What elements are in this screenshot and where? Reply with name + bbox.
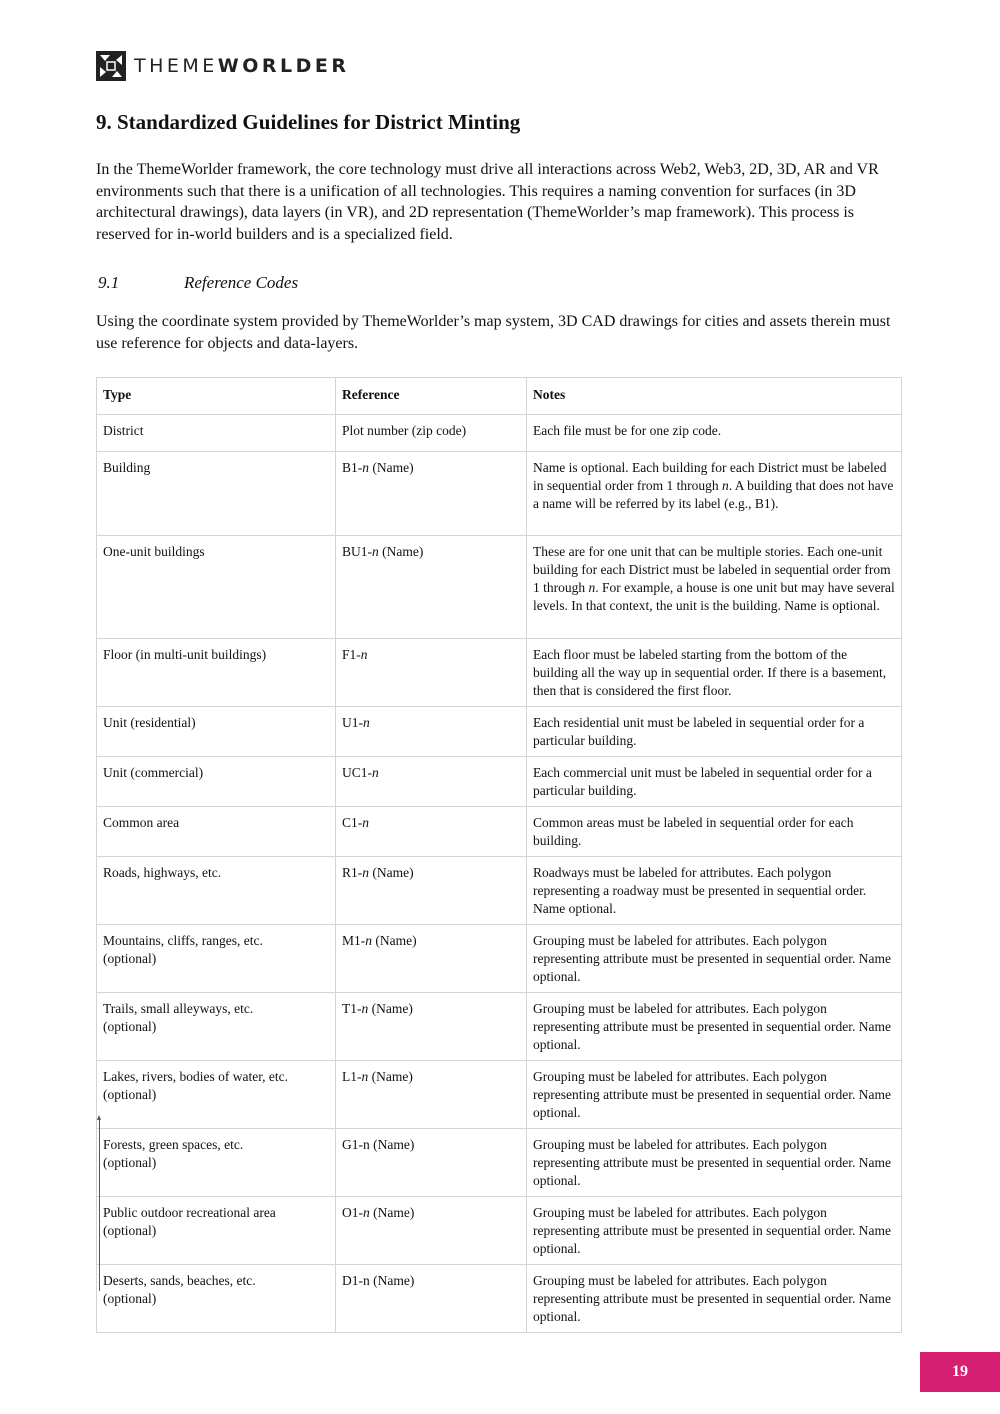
row-reference: L1-n (Name) bbox=[336, 1061, 527, 1129]
row-notes: Grouping must be labeled for attributes. Each polygon representing attribute must be presented in sequential order. Name optional. bbox=[527, 1061, 902, 1129]
page-number-badge: 19 bbox=[920, 1352, 1000, 1392]
row-notes: Roadways must be labeled for attributes. Each polygon representing a roadway must be presented in sequential order. Name optional. bbox=[527, 857, 902, 925]
row-reference: UC1-n bbox=[336, 757, 527, 807]
row-notes: Grouping must be labeled for attributes. Each polygon representing attribute must be presented in sequential order. Name optional. bbox=[527, 1265, 902, 1333]
row-type: Mountains, cliffs, ranges, etc. (optional) bbox=[97, 925, 336, 993]
row-reference: B1-n (Name) bbox=[336, 452, 527, 536]
brand-wordmark-light: THEME bbox=[134, 55, 218, 77]
table-header-row bbox=[97, 378, 902, 415]
table-row bbox=[97, 993, 902, 1061]
row-notes: Name is optional. Each building for each District must be labeled in sequential order from 1 through n. A building that does not have a name will be referred by its label (e.g., B1). bbox=[527, 452, 902, 536]
brand-wordmark bbox=[134, 55, 350, 77]
header-type: Type bbox=[97, 378, 336, 415]
row-notes: Each residential unit must be labeled in sequential order for a particular building. bbox=[527, 707, 902, 757]
row-notes: Each file must be for one zip code. bbox=[527, 415, 902, 452]
row-type: Common area bbox=[97, 807, 336, 857]
row-reference: T1-n (Name) bbox=[336, 993, 527, 1061]
row-reference: C1-n bbox=[336, 807, 527, 857]
row-type: One-unit buildings bbox=[97, 536, 336, 639]
row-type: District bbox=[97, 415, 336, 452]
table-row bbox=[97, 925, 902, 993]
table-row bbox=[97, 1061, 902, 1129]
table-row bbox=[97, 1129, 902, 1197]
row-notes: Grouping must be labeled for attributes. Each polygon representing attribute must be presented in sequential order. Name optional. bbox=[527, 1129, 902, 1197]
row-type: Forests, green spaces, etc. (optional) bbox=[97, 1129, 336, 1197]
row-type: Building bbox=[97, 452, 336, 536]
row-type: Public outdoor recreational area (optional) bbox=[97, 1197, 336, 1265]
row-reference: M1-n (Name) bbox=[336, 925, 527, 993]
row-reference: BU1-n (Name) bbox=[336, 536, 527, 639]
row-notes: Each floor must be labeled starting from the bottom of the building all the way up in sequential order. If there is a basement, then that is considered the first floor. bbox=[527, 639, 902, 707]
header-reference: Reference bbox=[336, 378, 527, 415]
subsection-heading bbox=[98, 273, 298, 293]
row-type: Unit (commercial) bbox=[97, 757, 336, 807]
table-row bbox=[97, 415, 902, 452]
table-row bbox=[97, 1197, 902, 1265]
row-notes: Grouping must be labeled for attributes. Each polygon representing attribute must be presented in sequential order. Name optional. bbox=[527, 993, 902, 1061]
row-type: Deserts, sands, beaches, etc. (optional) bbox=[97, 1265, 336, 1333]
row-type: Unit (residential) bbox=[97, 707, 336, 757]
row-type: Trails, small alleyways, etc. (optional) bbox=[97, 993, 336, 1061]
table-row bbox=[97, 757, 902, 807]
table-row bbox=[97, 536, 902, 639]
section-intro: In the ThemeWorlder framework, the core technology must drive all interactions across Web2, Web3, 2D, 3D, AR and VR environments such that there is a unification of all technologies. This requires a naming convention for surfaces (in 3D architectural drawings), data layers (in VR), and 2D representation (ThemeWorlder’s map framework). This process is reserved for in-world builders and is a specialized field. bbox=[96, 161, 879, 243]
table-row bbox=[97, 639, 902, 707]
row-notes: Common areas must be labeled in sequential order for each building. bbox=[527, 807, 902, 857]
header-notes: Notes bbox=[527, 378, 902, 415]
subsection-title: Reference Codes bbox=[184, 273, 299, 292]
row-reference: R1-n (Name) bbox=[336, 857, 527, 925]
table-row bbox=[97, 807, 902, 857]
row-type: Roads, highways, etc. bbox=[97, 857, 336, 925]
subsection-number: 9.1 bbox=[98, 273, 120, 292]
brand-wordmark-bold: WORLDER bbox=[217, 55, 350, 77]
table-row bbox=[97, 452, 902, 536]
row-reference: D1-n (Name) bbox=[336, 1265, 527, 1333]
row-reference: F1-n bbox=[336, 639, 527, 707]
table-row bbox=[97, 1265, 902, 1333]
row-type: Lakes, rivers, bodies of water, etc. (optional) bbox=[97, 1061, 336, 1129]
subsection-paragraph: Using the coordinate system provided by ThemeWorlder’s map system, 3D CAD drawings for cities and assets therein must use reference for objects and data-layers. bbox=[96, 313, 891, 352]
row-notes: Grouping must be labeled for attributes. Each polygon representing attribute must be presented in sequential order. Name optional. bbox=[527, 925, 902, 993]
row-reference: Plot number (zip code) bbox=[336, 415, 527, 452]
row-reference: U1-n bbox=[336, 707, 527, 757]
row-notes: Grouping must be labeled for attributes. Each polygon representing attribute must be presented in sequential order. Name optional. bbox=[527, 1197, 902, 1265]
row-reference: O1-n (Name) bbox=[336, 1197, 527, 1265]
row-notes: Each commercial unit must be labeled in sequential order for a particular building. bbox=[527, 757, 902, 807]
reference-codes-table bbox=[96, 377, 902, 1333]
row-reference: G1-n (Name) bbox=[336, 1129, 527, 1197]
table-row bbox=[97, 707, 902, 757]
row-type: Floor (in multi-unit buildings) bbox=[97, 639, 336, 707]
table-row bbox=[97, 857, 902, 925]
brand-logo bbox=[96, 50, 350, 82]
margin-line bbox=[99, 1117, 100, 1291]
row-notes: These are for one unit that can be multiple stories. Each one-unit building for each District must be labeled in sequential order from 1 through n. For example, a house is one unit but may have several levels. In that context, the unit is the building. Name is optional. bbox=[527, 536, 902, 639]
themeworlder-logo-icon bbox=[96, 51, 126, 81]
section-heading: 9. Standardized Guidelines for District Minting bbox=[96, 110, 521, 134]
